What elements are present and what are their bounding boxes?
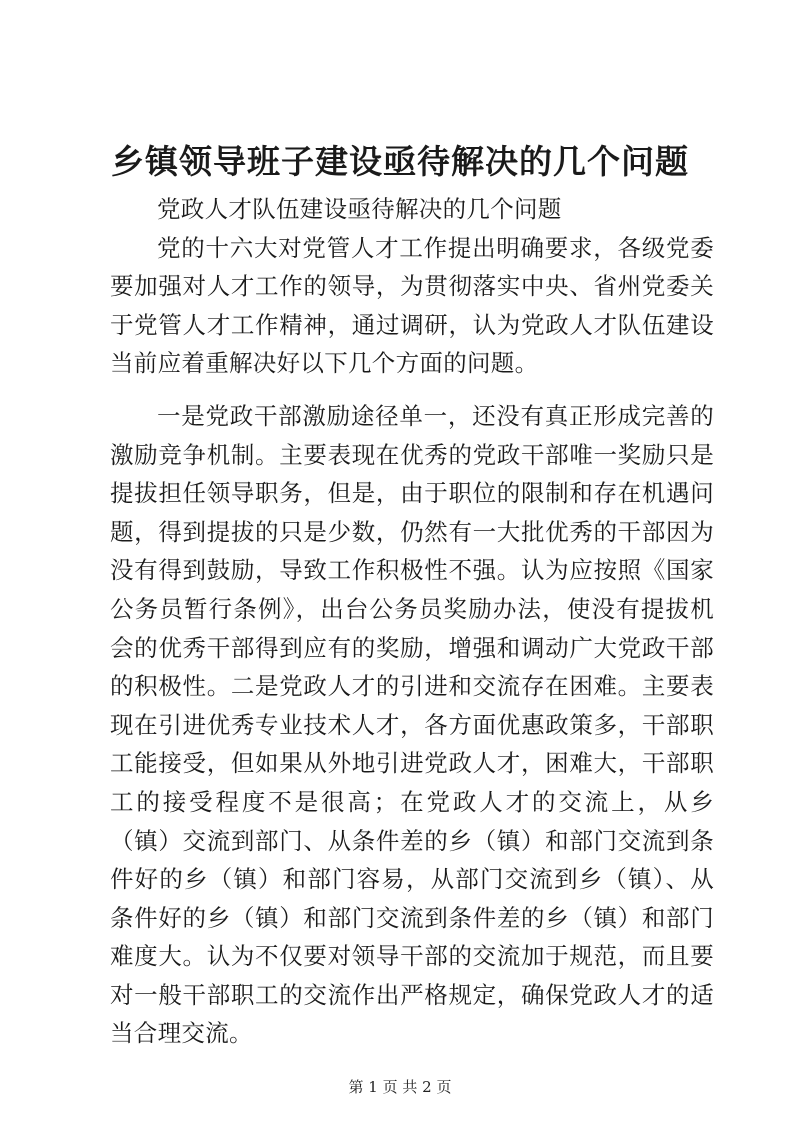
- subtitle: 党政人才队伍建设亟待解决的几个问题: [157, 195, 562, 223]
- page-footer: 第 1 页 共 2 页: [348, 1078, 452, 1096]
- paragraph-body: 一是党政干部激励途径单一，还没有真正形成完善的激励竞争机制。主要表现在优秀的党政干部唯一奖励只是提拔担任领导职务，但是，由于职位的限制和存在机遇问题，得到提拔的只是少数，仍然有一大批优秀的干部因为没有得到鼓励，导致工作积极性不强。认为应按照《国家公务员暂行条例》，出台公务员奖励办法，使没有提拔机会的优秀干部得到应有的奖励，增强和调动广大党政干部的积极性。二是党政人才的引进和交流存在困难。主要表现在引进优秀专业技术人才，各方面优惠政策多，干部职工能接受，但如果从外地引进党政人才，困难大，干部职工的接受程度不是很高；在党政人才的交流上，从乡（镇）交流到部门、从条件差的乡（镇）和部门交流到条件好的乡（镇）和部门容易，从部门交流到乡（镇）、从条件好的乡（镇）和部门交流到条件差的乡（镇）和部门难度大。认为不仅要对领导干部的交流加于规范，而且要对一般干部职工的交流作出严格规定，确保党政人才的适当合理交流。: [110, 401, 714, 1048]
- paragraph-intro: 党的十六大对党管人才工作提出明确要求，各级党委要加强对人才工作的领导，为贯彻落实中央、省州党委关于党管人才工作精神，通过调研，认为党政人才队伍建设当前应着重解决好以下几个方面的问题。: [110, 233, 714, 378]
- page-title: 乡镇领导班子建设亟待解决的几个问题: [111, 142, 689, 181]
- document-body: [110, 190, 714, 1053]
